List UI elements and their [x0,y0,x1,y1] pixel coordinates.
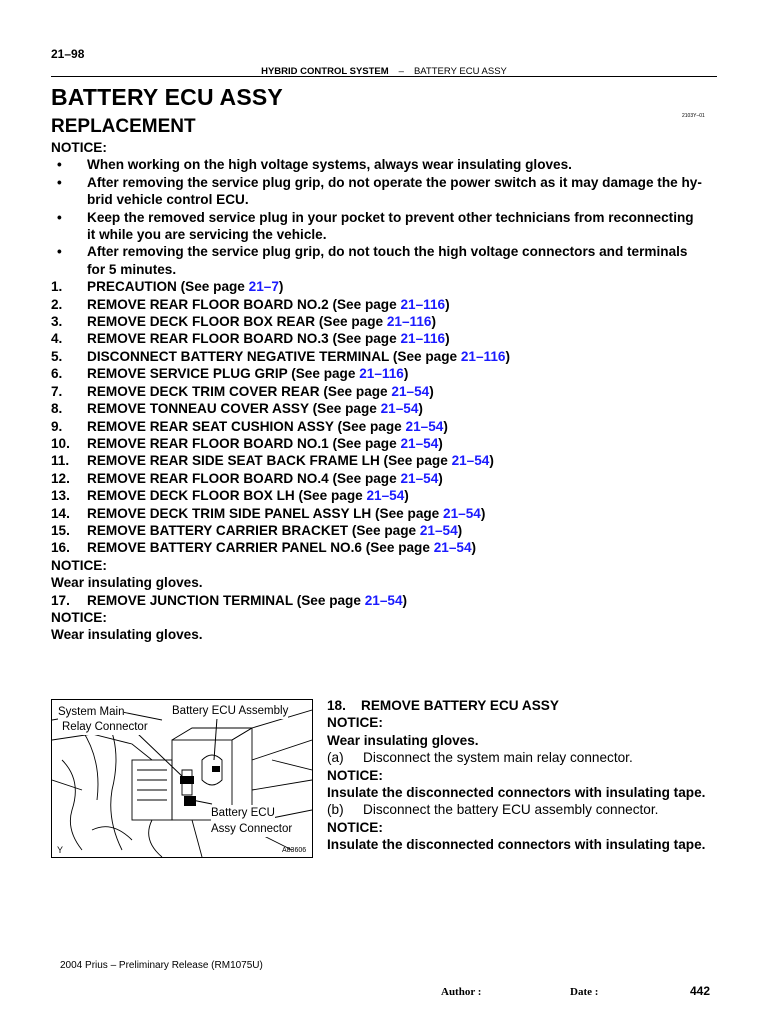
step-close: ) [429,383,434,399]
step-close: ) [438,435,443,451]
document-code: 2103Y–01 [682,113,705,119]
step-close: ) [489,453,494,469]
procedure-step [51,296,721,313]
step-text: REMOVE REAR SIDE SEAT BACK FRAME LH (See page [87,453,452,469]
page-reference-link[interactable]: 21–54 [433,540,472,556]
step-text: REMOVE REAR SEAT CUSHION ASSY (See page [87,418,406,434]
procedure-step [51,348,721,365]
bullet-icon: • [57,244,62,260]
bullet-line: it while you are servicing the vehicle. [87,227,327,243]
procedure-step [51,452,721,469]
step-number: 13. [51,488,70,504]
step-close: ) [418,401,423,417]
step-number: 12. [51,470,70,486]
notice-label: NOTICE: [327,715,383,731]
procedure-step [51,313,721,330]
footer-page-number: 442 [690,984,711,998]
page-reference-link[interactable]: 21–116 [359,366,404,382]
step-text: REMOVE SERVICE PLUG GRIP (See page [87,366,360,382]
step-close: ) [505,348,511,364]
step-number: 7. [51,383,63,399]
step-text: REMOVE REAR FLOOR BOARD NO.1 (See page [87,435,401,451]
header-rule [51,76,717,77]
step-text: REMOVE REAR FLOOR BOARD NO.4 (See page [87,470,401,486]
bullet-line: Keep the removed service plug in your pocket to prevent other technicians from reconnecting [87,209,694,225]
page-reference-link[interactable]: 21–54 [451,453,490,469]
notice-bullet [51,243,721,278]
bullet-line: After removing the service plug grip, do not touch the high voltage connectors and terminals [87,244,688,260]
footer-author-label: Author : [441,986,482,998]
procedure-step [51,435,721,452]
notice-label: NOTICE: [51,140,107,155]
step-close: ) [404,488,409,504]
figure-code: A83606 [282,847,307,854]
notice-label: NOTICE: [51,609,107,625]
bullet-icon: • [57,174,62,190]
page-reference-link[interactable]: 21–54 [380,401,419,417]
step-text: REMOVE TONNEAU COVER ASSY (See page [87,401,381,417]
page-reference-link[interactable]: 21–116 [400,296,446,312]
label-battery-ecu-assembly: Battery ECU Assembly [172,705,289,717]
step-18-heading: 18. REMOVE BATTERY ECU ASSY [327,698,559,713]
sub-step-b [327,801,747,818]
step-number: 5. [51,348,63,364]
notice-bullet [51,156,721,173]
topic-title: BATTERY ECU ASSY [413,66,507,77]
notice-label: NOTICE: [51,557,107,573]
procedure-step [51,418,721,435]
page-reference-link[interactable]: 21–116 [386,314,432,330]
step-close: ) [403,366,409,382]
step-number: 1. [51,279,63,295]
step-number: 17. [51,592,70,608]
procedure-body [51,139,721,644]
step-18-block [327,697,747,854]
notice-text: Wear insulating gloves. [327,732,479,748]
sub-step-text: Disconnect the battery ECU assembly connector. [363,802,659,818]
step-number: 3. [51,314,63,330]
step-text: PRECAUTION (See page [87,279,249,295]
page-reference-link[interactable]: 21–116 [400,331,446,347]
step-text: DISCONNECT BATTERY NEGATIVE TERMINAL (See page [87,348,461,364]
step-text: REMOVE REAR FLOOR BOARD NO.3 (See page [87,331,401,347]
sub-step-text: Disconnect the system main relay connector. [363,750,633,766]
notice-text: Insulate the disconnected connectors with insulating tape. [327,785,706,801]
step-text: REMOVE DECK TRIM COVER REAR (See page [87,383,392,399]
illustration-figure [51,699,313,858]
step-close: ) [278,279,284,295]
procedure-step [51,592,721,609]
step-text: REMOVE DECK TRIM SIDE PANEL ASSY LH (See page [87,505,444,521]
step-close: ) [438,470,443,486]
bullet-line: for 5 minutes. [87,261,177,277]
procedure-step [51,365,721,382]
label-battery-ecu: Battery ECU [211,807,275,819]
step-number: 10. [51,435,70,451]
bullet-icon: • [57,209,62,225]
header-separator: – [398,66,404,77]
procedure-step [51,383,721,400]
notice-label: NOTICE: [327,767,383,783]
step-text: REMOVE REAR FLOOR BOARD NO.2 (See page [87,296,401,312]
bullet-icon: • [57,157,62,173]
step-number: 15. [51,522,70,538]
procedure-step [51,487,721,504]
step-close: ) [445,296,450,312]
label-system-main: System Main [58,706,125,718]
page-title: BATTERY ECU ASSY [51,84,283,110]
procedure-step [51,400,721,417]
label-assy-connector: Assy Connector [211,823,293,835]
bullet-line: brid vehicle control ECU. [87,192,249,208]
step-close: ) [443,418,448,434]
sub-step-number: (b) [327,802,344,818]
step-close: ) [480,505,486,521]
page-reference-link[interactable]: 21–54 [364,592,403,608]
page-reference-link[interactable]: 21–54 [391,383,430,399]
page-reference-link[interactable]: 21–7 [248,279,279,295]
notice-bullet [51,209,721,244]
step-text: REMOVE DECK FLOOR BOX LH (See page [87,488,367,504]
page-reference-link[interactable]: 21–54 [405,418,444,434]
sub-step-number: (a) [327,750,344,766]
figure-corner-mark: Y [57,845,64,855]
step-text: REMOVE DECK FLOOR BOX REAR (See page [87,314,387,330]
step-close: ) [402,592,408,608]
section-title: HYBRID CONTROL SYSTEM [261,66,389,77]
sub-step-a [327,749,747,766]
step-close: ) [457,522,463,538]
footer-release: 2004 Prius – Preliminary Release (RM1075U) [60,960,263,971]
page-number: 21–98 [51,47,85,61]
procedure-step [51,522,721,539]
step-number: 6. [51,366,63,382]
footer-date-label: Date : [570,986,599,998]
notice-text: Insulate the disconnected connectors with insulating tape. [327,837,706,853]
section-subtitle: REPLACEMENT [51,116,196,137]
page-reference-link[interactable]: 21–54 [400,435,439,451]
page-reference-link[interactable]: 21–54 [419,522,458,538]
step-text: REMOVE BATTERY CARRIER PANEL NO.6 (See page [87,540,434,556]
step-number: 8. [51,401,63,417]
step-text: REMOVE JUNCTION TERMINAL (See page [87,592,365,608]
procedure-step [51,330,721,347]
step-number: 11. [51,453,70,469]
notice-text: Wear insulating gloves. [51,575,203,591]
notice-text: Wear insulating gloves. [51,627,203,643]
bullet-line: After removing the service plug grip, do not operate the power switch as it may damage the hy- [87,174,702,190]
page-reference-link[interactable]: 21–54 [400,470,439,486]
page-reference-link[interactable]: 21–54 [443,505,481,521]
notice-label: NOTICE: [327,819,383,835]
label-relay-connector: Relay Connector [62,721,148,733]
step-close: ) [445,331,450,347]
procedure-step [51,539,721,556]
procedure-step [51,278,721,295]
step-text: REMOVE BATTERY CARRIER BRACKET (See page [87,522,420,538]
notice-bullet [51,174,721,209]
step-number: 4. [51,331,63,347]
page-reference-link[interactable]: 21–116 [460,348,506,364]
step-number: 14. [51,505,70,521]
step-close: ) [431,314,437,330]
step-number: 9. [51,418,63,434]
procedure-step [51,470,721,487]
page-reference-link[interactable]: 21–54 [366,488,405,504]
step-close: ) [471,540,477,556]
step-number: 16. [51,540,70,556]
bullet-line: When working on the high voltage systems, always wear insulating gloves. [87,157,572,173]
procedure-step [51,505,721,522]
step-number: 2. [51,296,63,312]
